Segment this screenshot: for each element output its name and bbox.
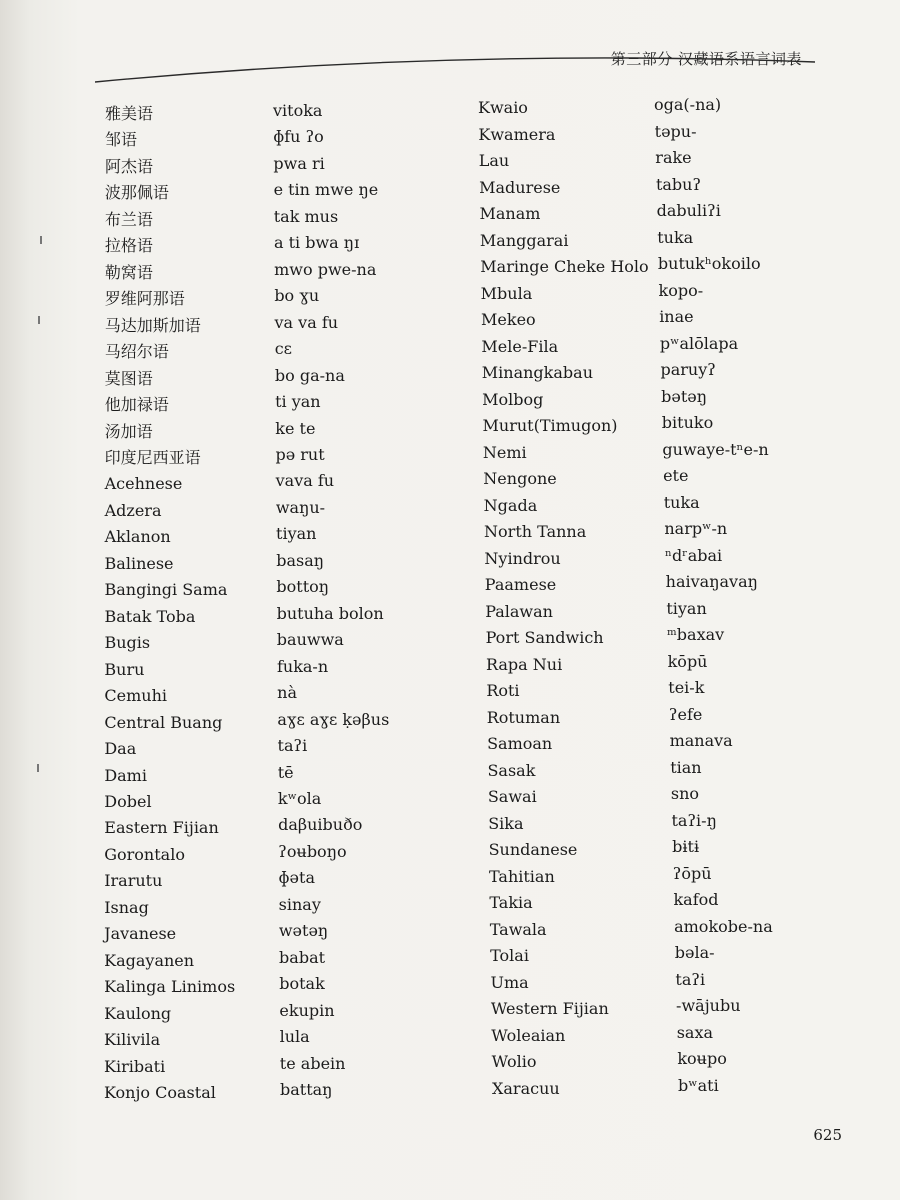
word-form: saxa (676, 1022, 713, 1042)
language-name: Kwaio (478, 98, 528, 117)
language-name: Xaracuu (492, 1078, 560, 1098)
word-form: oga(-na) (654, 95, 722, 114)
word-form: bauwwa (276, 630, 344, 650)
language-name: 他加禄语 (104, 395, 169, 415)
language-name: Kagayanen (104, 950, 195, 970)
language-name: 拉格语 (104, 236, 153, 256)
language-name: Sika (488, 813, 524, 833)
word-form: fuka-n (276, 656, 329, 676)
word-form: təpu- (654, 121, 697, 141)
language-name: 阿杰语 (104, 156, 153, 176)
word-form: taʔi (277, 736, 308, 756)
language-name: 印度尼西亚语 (104, 448, 201, 467)
language-name: Balinese (104, 553, 174, 573)
word-form: ʔōpū (672, 863, 712, 883)
word-form: pwa ri (273, 153, 325, 173)
language-name: Uma (490, 972, 529, 992)
word-form: daβuibuðo (278, 815, 363, 835)
language-name: 罗维阿那语 (104, 289, 185, 309)
word-form: bottoŋ (276, 577, 330, 597)
word-form: kafod (673, 890, 719, 910)
word-form: cɛ (274, 339, 292, 359)
language-name: Nengone (483, 469, 557, 489)
word-form: kōpū (667, 651, 708, 671)
word-form: bəla- (674, 943, 715, 963)
language-name: Samoan (487, 734, 553, 754)
language-name: 波那佩语 (104, 183, 169, 203)
word-form: bʷati (678, 1075, 719, 1095)
language-name: Palawan (485, 601, 553, 621)
word-form: inae (659, 307, 694, 327)
word-form: vava fu (275, 471, 335, 491)
word-form: vitoka (273, 101, 323, 120)
word-form: ɸfu ʔo (273, 127, 324, 147)
language-name: Central Buang (104, 712, 223, 732)
language-name: Cemuhi (104, 686, 167, 706)
language-name: Sawai (487, 787, 537, 807)
word-form: -wājubu (676, 996, 741, 1016)
word-form: bituko (661, 413, 714, 433)
word-form: haivaŋavaŋ (665, 572, 758, 592)
word-form: e tin mwe ŋe (273, 180, 379, 200)
word-form: lula (279, 1027, 310, 1047)
language-name: Murut(Timugon) (482, 416, 618, 436)
word-form: tak mus (273, 206, 339, 226)
word-form: ᵐbaxav (666, 625, 725, 645)
language-name: Daa (104, 739, 137, 759)
language-name: Batak Toba (104, 606, 196, 626)
word-form: taʔi (675, 969, 706, 989)
word-form: babat (279, 947, 326, 967)
word-form: bətəŋ (661, 386, 708, 406)
language-name: Aklanon (104, 527, 171, 547)
language-name: Kiribati (104, 1056, 166, 1076)
language-name: Mbula (480, 283, 533, 303)
word-form: ete (663, 466, 689, 486)
language-name: Sundanese (488, 840, 578, 860)
word-form: tuka (657, 227, 694, 247)
language-name: Adzera (104, 500, 162, 520)
word-form: tabuʔ (655, 174, 702, 194)
language-name: Buru (104, 659, 145, 679)
language-name: Takia (489, 893, 533, 913)
word-form: bo ga-na (274, 365, 345, 385)
language-name: Tawala (489, 919, 547, 939)
word-form: paruyʔ (660, 360, 716, 380)
word-form: koʉpo (677, 1049, 727, 1069)
word-form: wətəŋ (278, 921, 329, 941)
word-form: kʷola (277, 789, 322, 809)
language-name: Javanese (104, 924, 177, 944)
word-form: ɸəta (278, 868, 315, 888)
language-name: North Tanna (484, 522, 587, 542)
word-form: te abein (279, 1053, 346, 1073)
language-name: Dobel (104, 792, 152, 812)
word-form: amokobe-na (674, 916, 773, 936)
language-name: 邹语 (104, 130, 137, 150)
word-form: ⁿdʳabai (665, 545, 723, 565)
word-form: ekupin (279, 1000, 335, 1020)
language-name: Woleaian (491, 1025, 566, 1045)
word-form: waŋu- (275, 497, 326, 517)
language-name: 勒窝语 (104, 262, 153, 282)
language-name: Bangingi Sama (104, 580, 228, 600)
word-form: tei-k (668, 678, 705, 698)
language-name: Molbog (482, 389, 544, 409)
word-form: tian (670, 757, 702, 777)
word-form: ʔoʉboŋo (278, 841, 347, 861)
word-form: sno (670, 784, 700, 804)
language-name: Ngada (483, 495, 538, 515)
word-form: pə rut (275, 445, 325, 464)
language-name: Lau (478, 151, 510, 171)
language-name: 雅美语 (105, 104, 154, 123)
word-form: ʔefe (668, 704, 703, 724)
language-name: Rapa Nui (485, 654, 563, 674)
language-name: Madurese (479, 177, 561, 197)
word-form: mwo pwe-na (274, 259, 377, 279)
language-name: Wolio (491, 1052, 537, 1072)
language-name: 莫图语 (104, 368, 153, 388)
language-name: Irarutu (104, 871, 163, 891)
word-form: manava (669, 731, 733, 751)
word-form: basaŋ (276, 550, 325, 570)
word-form: tuka (663, 492, 700, 512)
word-form: rake (655, 148, 692, 168)
word-form: tiyan (276, 524, 317, 544)
word-form: kopo- (658, 280, 704, 300)
word-form: pʷalōlapa (659, 333, 739, 353)
language-name: Tahitian (488, 866, 555, 886)
word-form: nà (277, 683, 297, 703)
language-name: Kaulong (104, 1003, 172, 1023)
language-name: Manam (479, 204, 541, 224)
language-name: Isnag (104, 897, 149, 917)
language-name: Acehnese (104, 474, 183, 494)
language-name: Sasak (487, 760, 536, 780)
word-form: narpʷ-n (664, 519, 728, 539)
word-form: butuha bolon (276, 603, 384, 623)
language-name: Nemi (482, 442, 527, 462)
language-name: Kilivila (104, 1030, 161, 1050)
language-name: Rotuman (486, 707, 561, 727)
word-form: taʔi-ŋ (671, 810, 717, 830)
running-head: 第三部分 汉藏语系语言词表 (610, 50, 802, 68)
language-name: Dami (104, 765, 147, 785)
language-name: Gorontalo (104, 844, 185, 864)
language-name: Tolai (490, 946, 529, 966)
language-name: 布兰语 (104, 209, 153, 229)
word-form: ti yan (275, 392, 321, 412)
word-form: botak (279, 974, 325, 994)
language-name: Mele-Fila (481, 336, 559, 356)
language-name: Mekeo (481, 310, 536, 330)
language-name: Minangkabau (481, 363, 593, 383)
language-name: Paamese (484, 575, 557, 595)
language-name: Western Fijian (490, 999, 609, 1019)
language-name: Port Sandwich (485, 628, 604, 648)
word-form: bo ɣu (274, 286, 320, 306)
language-name: Eastern Fijian (104, 818, 219, 838)
language-name: Konjo Coastal (104, 1083, 216, 1103)
word-form: guwaye-tⁿe-n (662, 439, 769, 459)
language-name: Roti (486, 681, 520, 701)
word-form: dabuliʔi (656, 201, 721, 221)
language-name: Kalinga Linimos (104, 977, 236, 997)
language-name: Kwamera (478, 124, 556, 144)
word-form: tiyan (666, 598, 707, 618)
language-name: Bugis (104, 633, 151, 653)
language-name: Nyindrou (484, 548, 561, 568)
word-form: ke te (275, 418, 316, 438)
word-form: aɣɛ aɣɛ ḳəβus (277, 709, 390, 729)
word-form: a ti bwa ŋɪ (273, 233, 360, 253)
word-form: va va fu (274, 312, 339, 332)
page-number: 625 (813, 1126, 842, 1144)
language-name: 马绍尔语 (104, 342, 169, 362)
language-name: Manggarai (479, 230, 569, 250)
language-name: 汤加语 (104, 421, 153, 441)
word-form: sinay (278, 894, 321, 914)
word-form: bɨtɨ (672, 837, 700, 857)
word-form: tē (277, 762, 294, 782)
language-name: Maringe Cheke Holo (480, 257, 649, 277)
word-form: butukʰokoilo (657, 254, 761, 274)
language-name: 马达加斯加语 (104, 315, 201, 335)
word-form: battaŋ (280, 1080, 333, 1100)
